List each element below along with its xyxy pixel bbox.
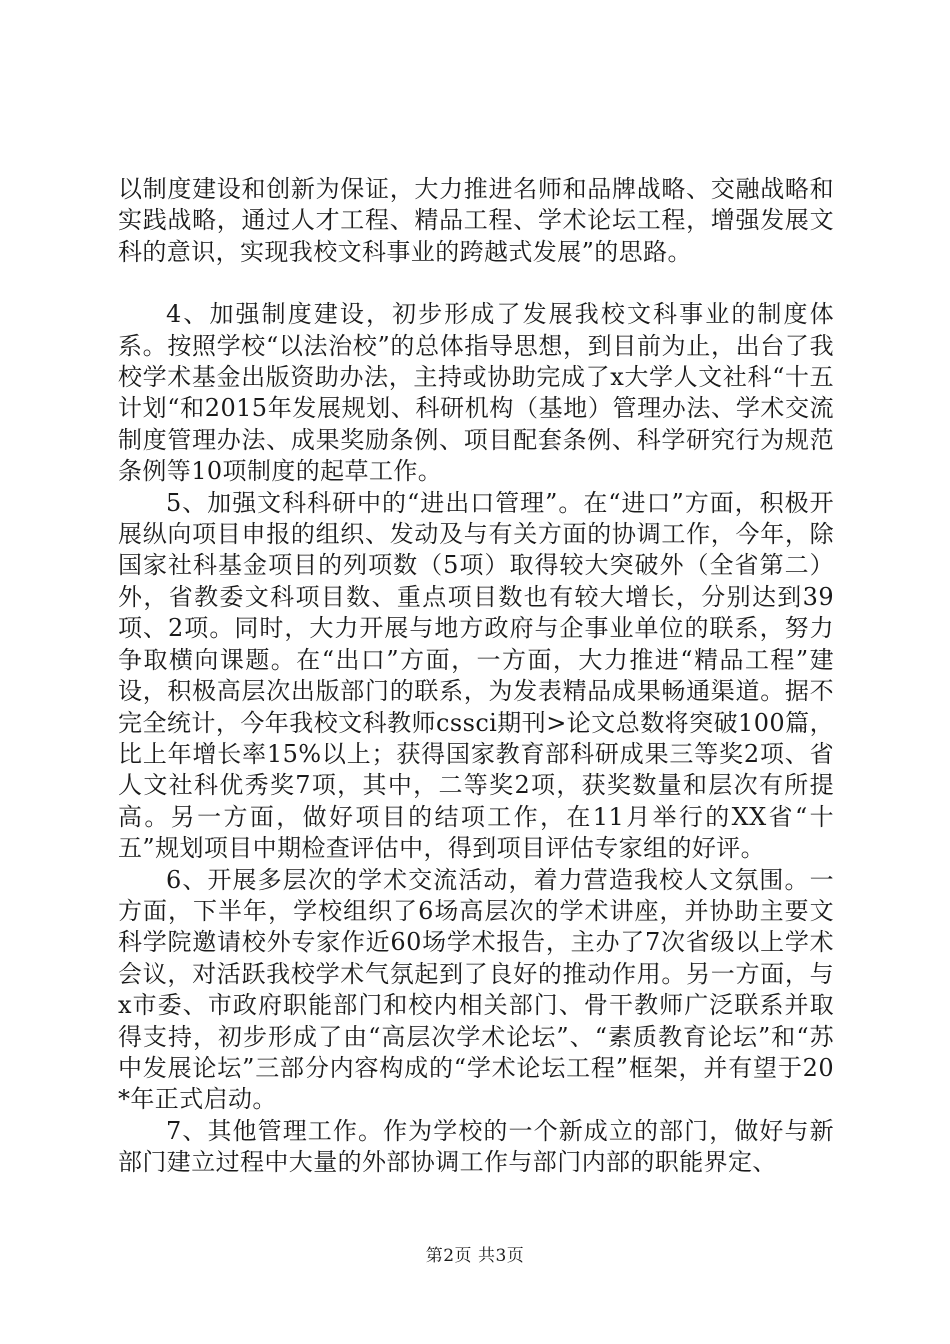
paragraph-item-7: 7、其他管理工作。作为学校的一个新成立的部门，做好与新部门建立过程中大量的外部协调工作与部门内部的职能界定、 [118,1116,834,1177]
paragraph-continuation: 以制度建设和创新为保证，大力推进名师和品牌战略、交融战略和实践战略，通过人才工程、精品工程、学术论坛工程，增强发展文科的意识，实现我校文科事业的跨越式发展”的思路。 [118,175,834,266]
page-number-footer: 第2页 共3页 [425,1246,525,1266]
paragraph-item-6: 6、开展多层次的学术交流活动，着力营造我校人文氛围。一方面，下半年，学校组织了6场高层次的学术讲座，并协助主要文科学院邀请校外专家作近60场学术报告，主办了7次省级以上学术会议，对活跃我校学术气氛起到了良好的推动作用。另一方面，与x市委、市政府职能部门和校内相关部门、骨干教师广泛联系并取得支持，初步形成了由“高层次学术论坛”、“素质教育论坛”和“苏中发展论坛”三部分内容构成的“学术论坛工程”框架，并有望于20*年正式启动。 [118,865,834,1114]
document-body [118,174,834,1179]
paragraph-item-5: 5、加强文科科研中的“进出口管理”。在“进口”方面，积极开展纵向项目申报的组织、发动及与有关方面的协调工作，今年，除国家社科基金项目的列项数（5项）取得较大突破外（全省第二）外，省教委文科项目数、重点项目数也有较大增长，分别达到39项、2项。同时，大力开展与地方政府与企事业单位的联系，努力争取横向课题。在“出口”方面，一方面，大力推进“精品工程”建设，积极高层次出版部门的联系，为发表精品成果畅通渠道。据不完全统计，今年我校文科教师cssci期刊>论文总数将突破100篇，比上年增长率15%以上；获得国家教育部科研成果三等奖2项、省人文社科优秀奖7项，其中，二等奖2项，获奖数量和层次有所提高。另一方面，做好项目的结项工作，在11月举行的XX省“十五”规划项目中期检查评估中，得到项目评估专家组的好评。 [118,488,834,863]
paragraph-item-4: 4、加强制度建设，初步形成了发展我校文科事业的制度体系。按照学校“以法治校”的总体指导思想，到目前为止，出台了我校学术基金出版资助办法，主持或协助完成了x大学人文社科“十五计划“和2015年发展规划、科研机构（基地）管理办法、学术交流制度管理办法、成果奖励条例、项目配套条例、科学研究行为规范条例等10项制度的起草工作。 [118,300,834,486]
